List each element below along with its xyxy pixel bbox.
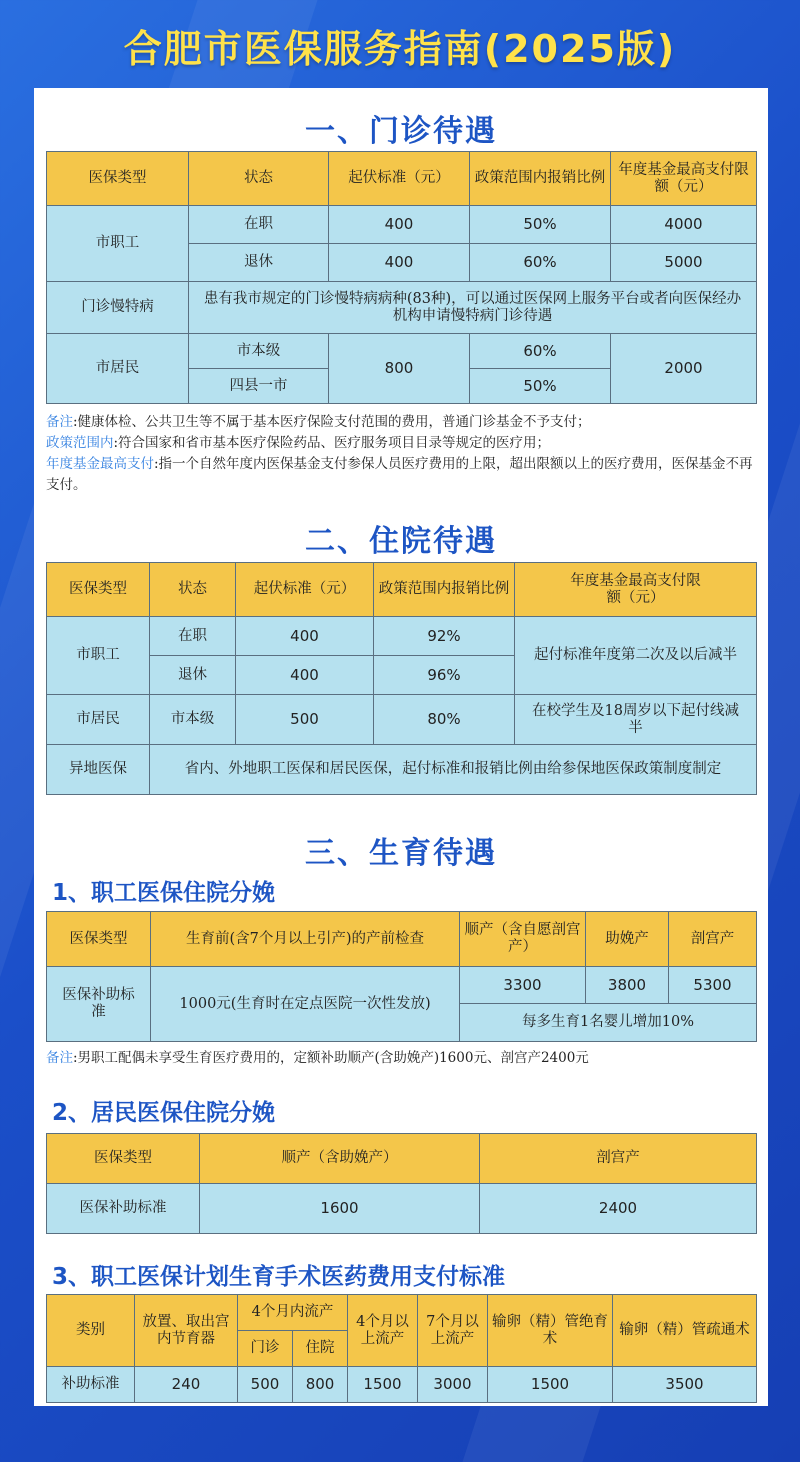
header-cell: 医保类型 xyxy=(47,152,189,206)
status-cell: 在职 xyxy=(150,617,236,656)
row-label-cell: 医保补助标准 xyxy=(47,1184,200,1234)
row-label-cell: 医保补助标准 xyxy=(47,967,151,1042)
note-line xyxy=(46,433,758,454)
limit-cell: 起付标准年度第二次及以后减半 xyxy=(515,617,757,695)
desc-cell: 患有我市规定的门诊慢特病病种(83种)，可以通过医保网上服务平台或者向医保经办机构申请慢特病门诊待遇 xyxy=(189,282,757,334)
value-cell: 1500 xyxy=(348,1367,418,1403)
note-key: 政策范围内 xyxy=(46,435,114,451)
status-cell: 在职 xyxy=(189,206,329,244)
status-cell: 市本级 xyxy=(189,334,329,369)
maternity-sub1-title: 1、职工医保住院分娩 xyxy=(52,880,276,906)
status-cell: 退休 xyxy=(150,656,236,695)
value-cell: 400 xyxy=(329,244,470,282)
note-text: :男职工配偶未享受生育医疗费用的，定额补助顺产(含助娩产)1600元、剖宫产2400元 xyxy=(73,1050,589,1066)
header-cell: 起伏标准（元） xyxy=(236,563,374,617)
outpatient-notes xyxy=(46,412,758,496)
family-planning-table xyxy=(46,1294,757,1403)
header-cell: 剖宫产 xyxy=(480,1134,757,1184)
header-cell: 剖宫产 xyxy=(669,912,757,967)
value-cell: 500 xyxy=(236,695,374,745)
outpatient-table xyxy=(46,151,757,404)
type-cell: 市居民 xyxy=(47,695,150,745)
header-cell: 顺产（含助娩产） xyxy=(200,1134,480,1184)
header-cell: 政策范围内报销比例 xyxy=(374,563,515,617)
value-cell: 3800 xyxy=(586,967,669,1004)
maternity-title: 三、生育待遇 xyxy=(305,836,497,871)
value-cell: 1600 xyxy=(200,1184,480,1234)
value-cell: 400 xyxy=(236,656,374,695)
value-cell: 4000 xyxy=(611,206,757,244)
header-cell: 放置、取出宫内节育器 xyxy=(135,1295,238,1367)
value-cell: 50% xyxy=(470,206,611,244)
value-cell: 800 xyxy=(329,334,470,404)
type-cell: 市职工 xyxy=(47,206,189,282)
header-cell: 顺产（含自愿剖宫产） xyxy=(460,912,586,967)
note-text: :符合国家和省市基本医疗保险药品、医疗服务项目目录等规定的医疗用； xyxy=(113,435,551,451)
status-cell: 退休 xyxy=(189,244,329,282)
extra-cell: 每多生育1名婴儿增加10% xyxy=(460,1004,757,1042)
type-cell: 市职工 xyxy=(47,617,150,695)
value-cell: 92% xyxy=(374,617,515,656)
prenatal-cell: 1000元(生育时在定点医院一次性发放) xyxy=(151,967,460,1042)
value-cell: 50% xyxy=(470,369,611,404)
maternity-sub3-title: 3、职工医保计划生育手术医药费用支付标准 xyxy=(52,1264,506,1290)
desc-cell: 省内、外地职工医保和居民医保，起付标准和报销比例由给参保地医保政策制度制定 xyxy=(150,745,757,795)
header-cell: 类别 xyxy=(47,1295,135,1367)
header-cell: 输卵（精）管疏通术 xyxy=(613,1295,757,1367)
value-cell: 2000 xyxy=(611,334,757,404)
note-line xyxy=(46,454,758,496)
header-cell: 年度基金最高支付限额（元） xyxy=(611,152,757,206)
value-cell: 500 xyxy=(238,1367,293,1403)
header-cell: 医保类型 xyxy=(47,1134,200,1184)
header-cell: 4个月内流产 xyxy=(238,1295,348,1331)
limit-cell: 在校学生及18周岁以下起付线减半 xyxy=(515,695,757,745)
header-cell: 年度基金最高支付限额（元） xyxy=(515,563,757,617)
value-cell: 400 xyxy=(329,206,470,244)
status-cell: 四县一市 xyxy=(189,369,329,404)
note-key: 备注 xyxy=(46,414,73,430)
status-cell: 市本级 xyxy=(150,695,236,745)
maternity-note xyxy=(46,1048,758,1069)
header-cell: 输卵（精）管绝育术 xyxy=(488,1295,613,1367)
note-line xyxy=(46,412,758,433)
maternity-sub2-title: 2、居民医保住院分娩 xyxy=(52,1100,276,1126)
resident-maternity-table xyxy=(46,1133,757,1234)
value-cell: 3000 xyxy=(418,1367,488,1403)
value-cell: 5300 xyxy=(669,967,757,1004)
note-text: :指一个自然年度内医保基金支付参保人员医疗费用的上限，超出限额以上的医疗费用，医保基金不再支付。 xyxy=(46,456,753,493)
value-cell: 3500 xyxy=(613,1367,757,1403)
value-cell: 3300 xyxy=(460,967,586,1004)
value-cell: 1500 xyxy=(488,1367,613,1403)
value-cell: 96% xyxy=(374,656,515,695)
type-cell: 门诊慢特病 xyxy=(47,282,189,334)
page-title: 合肥市医保服务指南(2025版) xyxy=(123,27,677,71)
value-cell: 5000 xyxy=(611,244,757,282)
value-cell: 80% xyxy=(374,695,515,745)
employee-maternity-table xyxy=(46,911,757,1042)
type-cell: 异地医保 xyxy=(47,745,150,795)
value-cell: 2400 xyxy=(480,1184,757,1234)
inpatient-table xyxy=(46,562,757,795)
value-cell: 800 xyxy=(293,1367,348,1403)
row-label-cell: 补助标准 xyxy=(47,1367,135,1403)
type-cell: 市居民 xyxy=(47,334,189,404)
inpatient-title: 二、住院待遇 xyxy=(305,524,497,559)
header-cell: 起伏标准（元） xyxy=(329,152,470,206)
note-key: 年度基金最高支付 xyxy=(46,456,154,472)
note-text: :健康体检、公共卫生等不属于基本医疗保险支付范围的费用，普通门诊基金不予支付； xyxy=(73,414,591,430)
header-cell: 4个月以上流产 xyxy=(348,1295,418,1367)
note-key: 备注 xyxy=(46,1050,73,1066)
header-cell: 医保类型 xyxy=(47,912,151,967)
outpatient-title: 一、门诊待遇 xyxy=(305,114,497,149)
header-cell: 状态 xyxy=(150,563,236,617)
value-cell: 60% xyxy=(470,334,611,369)
content-panel xyxy=(34,88,768,1406)
value-cell: 240 xyxy=(135,1367,238,1403)
header-cell: 门诊 xyxy=(238,1331,293,1367)
header-cell: 住院 xyxy=(293,1331,348,1367)
value-cell: 400 xyxy=(236,617,374,656)
header-cell: 7个月以上流产 xyxy=(418,1295,488,1367)
header-cell: 助娩产 xyxy=(586,912,669,967)
header-cell: 政策范围内报销比例 xyxy=(470,152,611,206)
header-cell: 医保类型 xyxy=(47,563,150,617)
value-cell: 60% xyxy=(470,244,611,282)
header-cell: 状态 xyxy=(189,152,329,206)
header-cell: 生育前(含7个月以上引产)的产前检查 xyxy=(151,912,460,967)
